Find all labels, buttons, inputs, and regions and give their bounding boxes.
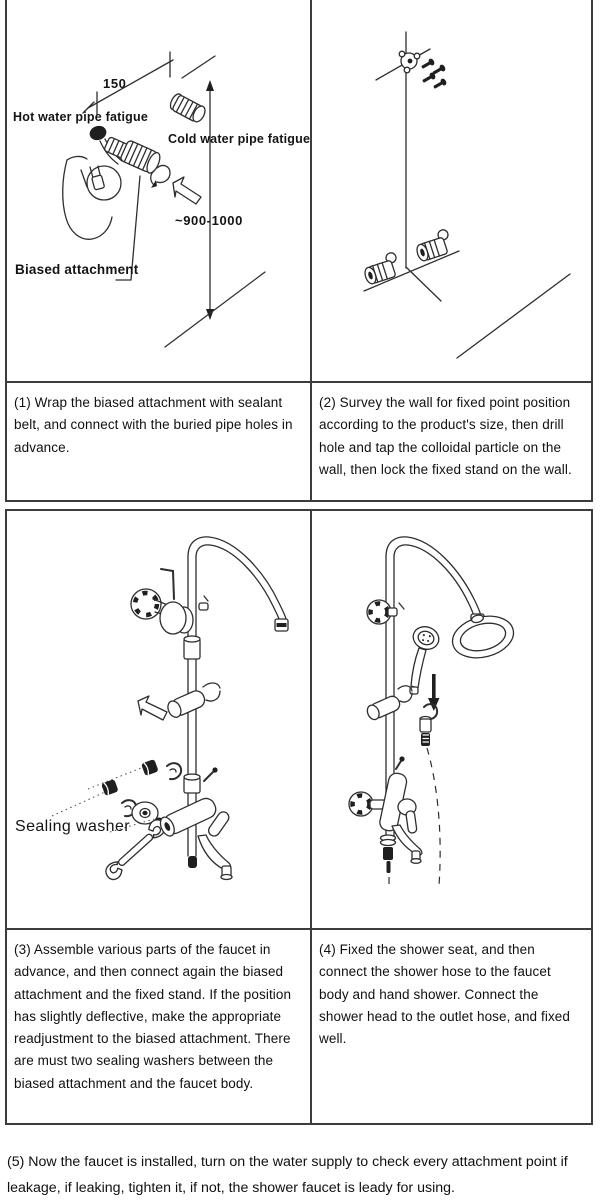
slider-bracket — [165, 683, 220, 719]
caption-step1 — [7, 381, 312, 500]
hose-connector-parts — [420, 704, 437, 746]
outlet-parts — [381, 835, 396, 873]
step4-text: (4) Fixed the shower seat, and then connect the shower hose to the faucet body and hand shower. Connect the shower head to the outlet hose, and fixed well. — [319, 942, 571, 1047]
floor-line — [457, 274, 570, 358]
section-assembly — [5, 509, 593, 1125]
step3-drawing — [7, 511, 310, 928]
hose-path-dashed — [427, 748, 440, 886]
width-dimension-label: 150 — [103, 76, 127, 91]
riser-sleeve — [184, 636, 200, 659]
hand-icon — [63, 156, 121, 239]
floor-line — [165, 272, 265, 347]
step1-text: (1) Wrap the biased attachment with sealant belt, and connect with the buried pipe holes in advance. — [14, 395, 293, 455]
mounting-pin — [161, 569, 174, 599]
caption-step3 — [7, 928, 312, 1123]
height-dimension-label: ~900-1000 — [175, 213, 243, 228]
dotted-leader-1 — [52, 792, 105, 816]
sealing-washer-1 — [167, 763, 181, 779]
sealing-washer-label: Sealing washer — [15, 818, 130, 835]
figure-step3 — [7, 511, 312, 928]
direction-arrow-icon — [173, 177, 201, 204]
hand-shower — [410, 623, 442, 694]
shower-arm — [386, 537, 484, 625]
step5-text: (5) Now the faucet is installed, turn on the water supply to check every attachment point if leakage, if leaking, tighten it, if not, the shower faucet is leady for using. — [7, 1154, 568, 1196]
hot-pipe-label: Hot water pipe fatigue — [13, 110, 148, 124]
step2-text: (2) Survey the wall for fixed point position according to the product's size, then drill hole and tap the colloidal particle on the wall, then lock the fixed stand on the wall. — [319, 395, 572, 477]
step4-drawing — [312, 511, 591, 928]
step2-drawing — [312, 0, 591, 381]
figure-step1 — [7, 0, 312, 381]
faucet-body — [158, 767, 232, 879]
step1-drawing — [7, 0, 310, 381]
screws — [420, 58, 447, 91]
pipe-fitting-right — [413, 229, 454, 263]
figure-step4 — [312, 511, 591, 928]
spout — [198, 835, 231, 870]
step3-text: (3) Assemble various parts of the faucet in advance, and then connect again the biased attachment and the fixed stand. If the position has slightly deflective, make the appropriate readjustment to the biased attachment. There are must two sealing washers between the biased attachment and the faucet body. — [14, 942, 292, 1091]
caption-step5 — [7, 1149, 586, 1200]
figure-step2 — [312, 0, 591, 381]
cold-pipe-label: Cold water pipe fatigue — [168, 132, 311, 146]
slider-bracket — [365, 686, 412, 722]
shower-arm — [188, 537, 288, 631]
biased-attachment-label: Biased attachment — [15, 262, 139, 277]
fixed-stand — [399, 51, 420, 73]
cold-pipe-fitting — [168, 92, 208, 124]
pipe-axis-line-2 — [406, 267, 441, 301]
fixed-stand-flange — [367, 600, 404, 624]
caption-step4 — [312, 928, 591, 1123]
riser-wall-disc — [160, 596, 208, 634]
section-preparation — [5, 0, 593, 502]
pipe-fitting-left — [361, 252, 402, 286]
shower-head — [447, 608, 517, 664]
direction-arrow-icon — [138, 696, 167, 720]
caption-step2 — [312, 381, 591, 500]
